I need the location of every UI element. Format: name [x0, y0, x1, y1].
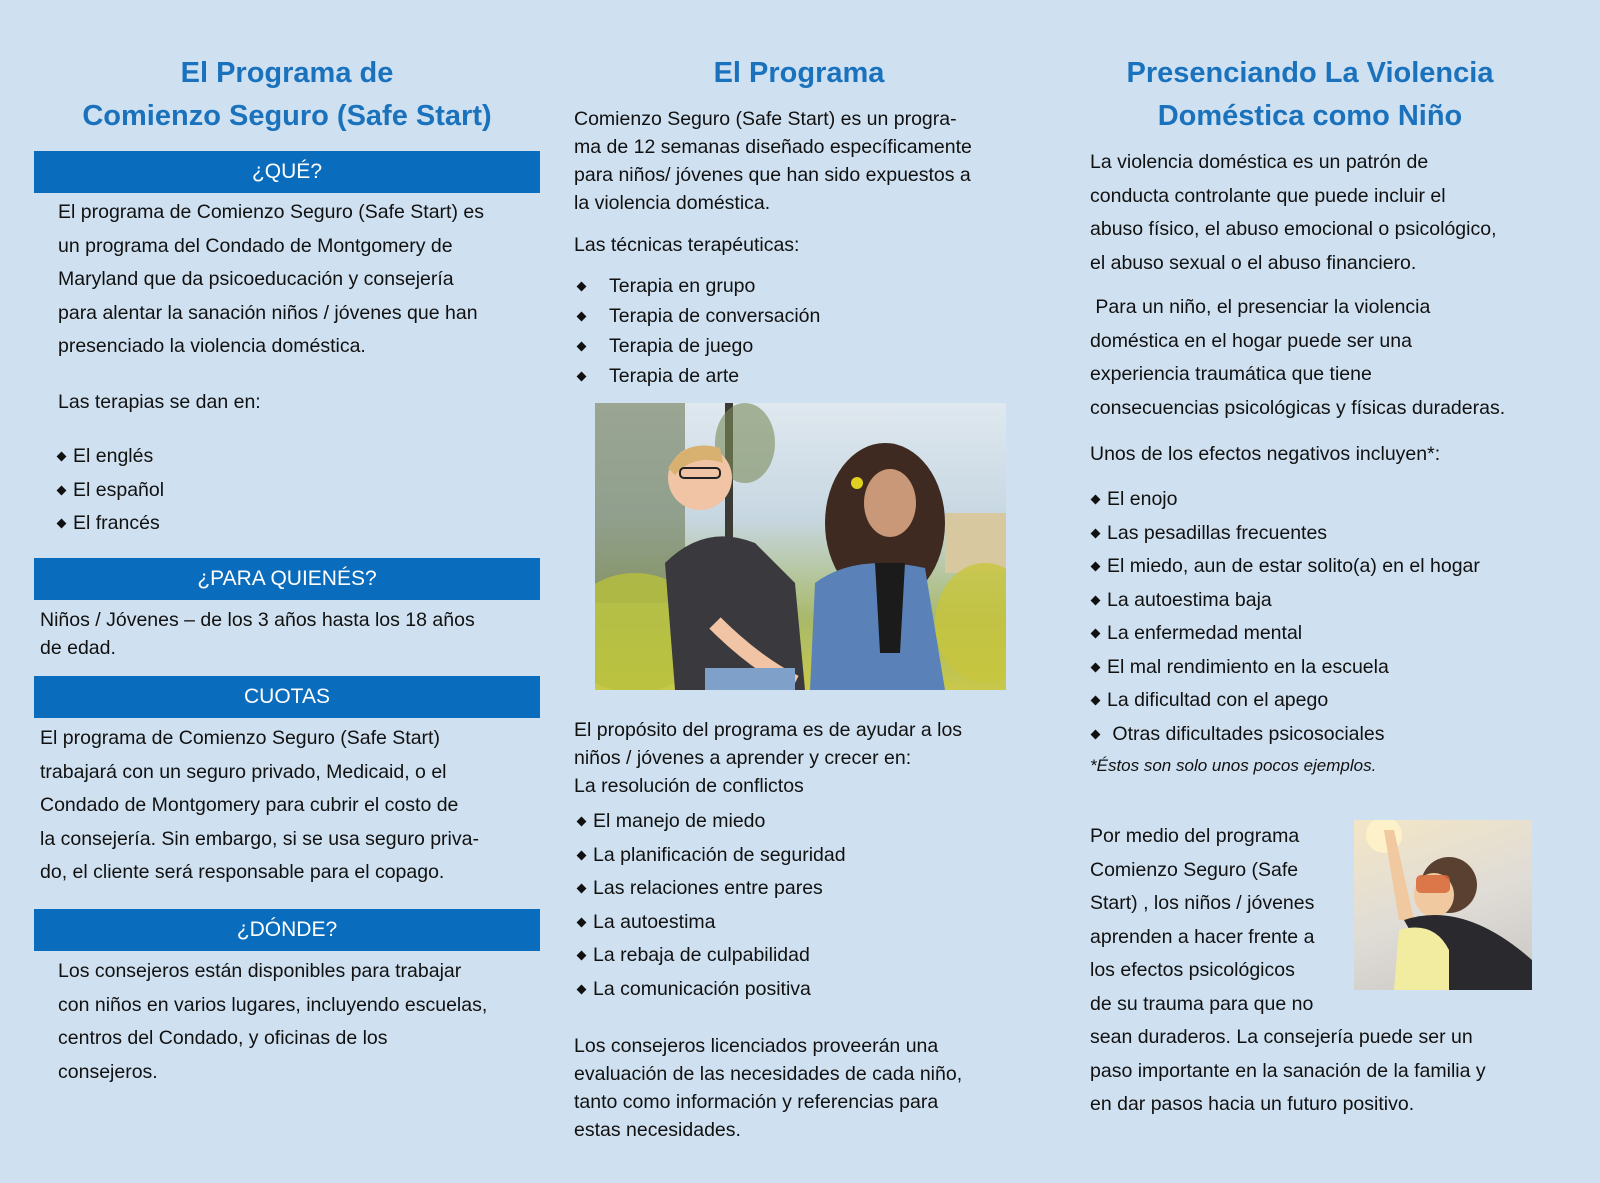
- text-line: la consejería. Sin embargo, si se usa seguro priva-: [40, 827, 479, 850]
- list-item-label: La autoestima: [593, 910, 716, 933]
- text-line: conducta controlante que puede incluir el: [1090, 184, 1446, 207]
- diamond-bullet-icon: [577, 371, 587, 381]
- diamond-bullet-icon: [1091, 729, 1101, 739]
- list-item-label: Terapia de conversación: [609, 304, 821, 327]
- list-item: [58, 507, 164, 541]
- closing-text-full: [1090, 1021, 1570, 1122]
- text-line: do, el cliente será responsable para el copago.: [40, 861, 445, 883]
- text-line: sean duraderos. La consejería puede ser un: [1090, 1026, 1473, 1048]
- superhero-child-photo: [1354, 820, 1532, 990]
- list-item-label: El español: [73, 478, 165, 501]
- list-item: [578, 872, 846, 906]
- list-item-label: Las relaciones entre pares: [593, 877, 823, 900]
- text-line: Los consejeros licenciados proveerán una: [574, 1035, 939, 1057]
- list-item: [578, 973, 846, 1007]
- diamond-bullet-icon: [1091, 528, 1101, 538]
- diamond-bullet-icon: [577, 311, 587, 321]
- footnote: *Éstos son solo unos pocos ejemplos.: [1090, 756, 1377, 775]
- list-item-label: La planificación de seguridad: [593, 843, 846, 866]
- list-item-label: Terapia de arte: [609, 364, 740, 387]
- text-line: Maryland que da psicoeducación y consejería: [58, 268, 454, 290]
- text-line: Por medio del programa: [1090, 825, 1300, 847]
- diamond-bullet-icon: [577, 917, 587, 927]
- text-line: Condado de Montgomery para cubrir el costo de: [40, 794, 459, 816]
- left-title-line1: El Programa de: [180, 57, 394, 89]
- list-item: [578, 331, 820, 361]
- right-title-line1: Presenciando La Violencia: [1126, 57, 1494, 89]
- diamond-bullet-icon: [57, 519, 67, 529]
- list-item: [578, 805, 846, 839]
- diamond-bullet-icon: [1091, 562, 1101, 572]
- list-item-label: La dificultad con el apego: [1107, 689, 1329, 712]
- text-line: consejeros.: [58, 1060, 158, 1083]
- diamond-bullet-icon: [57, 452, 67, 462]
- text-line: niños / jóvenes a aprender y crecer en:: [574, 747, 912, 769]
- text-line: experiencia traumática que tiene: [1090, 363, 1372, 385]
- purpose-text: [574, 716, 1024, 800]
- list-item-label: El englés: [73, 445, 154, 468]
- text-line: ma de 12 semanas diseñado específicamente: [574, 136, 972, 158]
- list-item-label: La rebaja de culpabilidad: [593, 944, 810, 967]
- list-item: [1092, 517, 1480, 551]
- que-body: [58, 196, 538, 364]
- text-line: de edad.: [40, 637, 116, 659]
- languages-intro: Las terapias se dan en:: [58, 391, 261, 413]
- text-line: evaluación de las necesidades de cada niño,: [574, 1063, 963, 1085]
- list-item: [1092, 483, 1480, 517]
- list-item: [1092, 718, 1480, 752]
- text-line: doméstica en el hogar puede ser una: [1090, 329, 1412, 352]
- text-line: en dar pasos hacia un futuro positivo.: [1090, 1093, 1415, 1115]
- effects-list: [1092, 483, 1480, 751]
- list-item-label: Las pesadillas frecuentes: [1107, 521, 1328, 544]
- donde-body: [58, 955, 540, 1089]
- text-line: con niños en varios lugares, incluyendo escuelas,: [58, 993, 488, 1016]
- text-line: presenciado la violencia doméstica.: [58, 335, 366, 357]
- text-line: abuso físico, el abuso emocional o psicológico,: [1090, 218, 1497, 240]
- text-line: paso importante en la sanación de la familia y: [1090, 1059, 1486, 1082]
- section-header-donde: ¿DÓNDE?: [34, 909, 540, 951]
- middle-title: El Programa: [713, 57, 885, 89]
- techniques-intro: Las técnicas terapéuticas:: [574, 234, 800, 256]
- teens-photo: [595, 403, 1006, 690]
- diamond-bullet-icon: [577, 884, 587, 894]
- text-line: El propósito del programa es de ayudar a los: [574, 719, 963, 741]
- text-line: Comienzo Seguro (Safe: [1090, 858, 1299, 881]
- diamond-bullet-icon: [577, 984, 587, 994]
- list-item-label: El francés: [73, 512, 160, 535]
- list-item-label: La autoestima baja: [1107, 588, 1272, 611]
- text-line: centros del Condado, y oficinas de los: [58, 1027, 388, 1049]
- diamond-bullet-icon: [1091, 696, 1101, 706]
- list-item-label: El enojo: [1107, 488, 1178, 511]
- purpose-list: [578, 805, 846, 1006]
- closing-text: [574, 1032, 1024, 1144]
- text-line: un programa del Condado de Montgomery de: [58, 234, 453, 257]
- intro-text: [574, 105, 1024, 217]
- diamond-bullet-icon: [57, 485, 67, 495]
- section-header-que: ¿QUÉ?: [34, 151, 540, 193]
- text-line: consecuencias psicológicas y físicas duraderas.: [1090, 396, 1506, 419]
- diamond-bullet-icon: [577, 341, 587, 351]
- techniques-list: [578, 271, 820, 391]
- list-item-label: La comunicación positiva: [593, 977, 811, 1000]
- text-line: Comienzo Seguro (Safe Start) es un progra-: [574, 108, 957, 130]
- text-line: Los consejeros están disponibles para trabajar: [58, 960, 462, 982]
- list-item: [578, 906, 846, 940]
- list-item-label: Otras dificultades psicosociales: [1107, 722, 1385, 745]
- diamond-bullet-icon: [1091, 595, 1101, 605]
- diamond-bullet-icon: [1091, 662, 1101, 672]
- text-line: el abuso sexual o el abuso financiero.: [1090, 251, 1417, 274]
- text-line: La resolución de conflictos: [574, 775, 804, 797]
- closing-text-wrapped: [1090, 820, 1340, 1021]
- superhero-child-illustration-icon: [1354, 820, 1532, 990]
- list-item: [578, 361, 820, 391]
- diamond-bullet-icon: [577, 281, 587, 291]
- text-line: trabajará con un seguro privado, Medicaid, o el: [40, 760, 447, 783]
- text-line: tanto como información y referencias para: [574, 1091, 939, 1113]
- list-item: [58, 474, 164, 508]
- text-line: de su trauma para que no: [1090, 992, 1314, 1015]
- text-line: para niños/ jóvenes que han sido expuestos a: [574, 164, 971, 186]
- list-item: [58, 440, 164, 474]
- left-title-line2: Comienzo Seguro (Safe Start): [82, 100, 492, 132]
- child-impact: [1090, 291, 1570, 425]
- text-line: El programa de Comienzo Seguro (Safe Start) es: [58, 201, 484, 223]
- text-line: Para un niño, el presenciar la violencia: [1090, 296, 1431, 318]
- list-item: [1092, 651, 1480, 685]
- teens-illustration-icon: [595, 403, 1006, 690]
- list-item: [578, 939, 846, 973]
- list-item: [1092, 550, 1480, 584]
- list-item: [1092, 617, 1480, 651]
- text-line: Start) , los niños / jóvenes: [1090, 892, 1315, 914]
- text-line: La violencia doméstica es un patrón de: [1090, 151, 1429, 173]
- list-item-label: Terapia de juego: [609, 334, 754, 357]
- text-line: la violencia doméstica.: [574, 192, 771, 214]
- section-header-para-quienes: ¿PARA QUIENÉS?: [34, 558, 540, 600]
- diamond-bullet-icon: [577, 951, 587, 961]
- right-title-line2: Doméstica como Niño: [1157, 100, 1463, 132]
- effects-intro: Unos de los efectos negativos incluyen*:: [1090, 443, 1441, 465]
- section-header-cuotas: CUOTAS: [34, 676, 540, 718]
- list-item: [578, 301, 820, 331]
- text-line: El programa de Comienzo Seguro (Safe Start): [40, 727, 440, 749]
- list-item: [578, 271, 820, 301]
- text-line: los efectos psicológicos: [1090, 959, 1295, 981]
- list-item-label: Terapia en grupo: [609, 274, 756, 297]
- diamond-bullet-icon: [577, 850, 587, 860]
- list-item-label: El manejo de miedo: [593, 810, 766, 833]
- text-line: estas necesidades.: [574, 1119, 741, 1141]
- list-item-label: El mal rendimiento en la escuela: [1107, 655, 1389, 678]
- text-line: para alentar la sanación niños / jóvenes que han: [58, 301, 478, 324]
- languages-list: [58, 440, 164, 541]
- diamond-bullet-icon: [1091, 495, 1101, 505]
- text-line: Niños / Jóvenes – de los 3 años hasta los 18 años: [40, 609, 475, 631]
- list-item-label: La enfermedad mental: [1107, 622, 1303, 645]
- list-item: [1092, 584, 1480, 618]
- list-item-label: El miedo, aun de estar solito(a) en el hogar: [1107, 555, 1480, 578]
- para-quienes-body: [40, 606, 540, 662]
- diamond-bullet-icon: [1091, 629, 1101, 639]
- list-item: [1092, 684, 1480, 718]
- list-item: [578, 839, 846, 873]
- cuotas-body: [40, 722, 540, 890]
- diamond-bullet-icon: [577, 817, 587, 827]
- dv-definition: [1090, 146, 1570, 280]
- text-line: aprenden a hacer frente a: [1090, 925, 1315, 948]
